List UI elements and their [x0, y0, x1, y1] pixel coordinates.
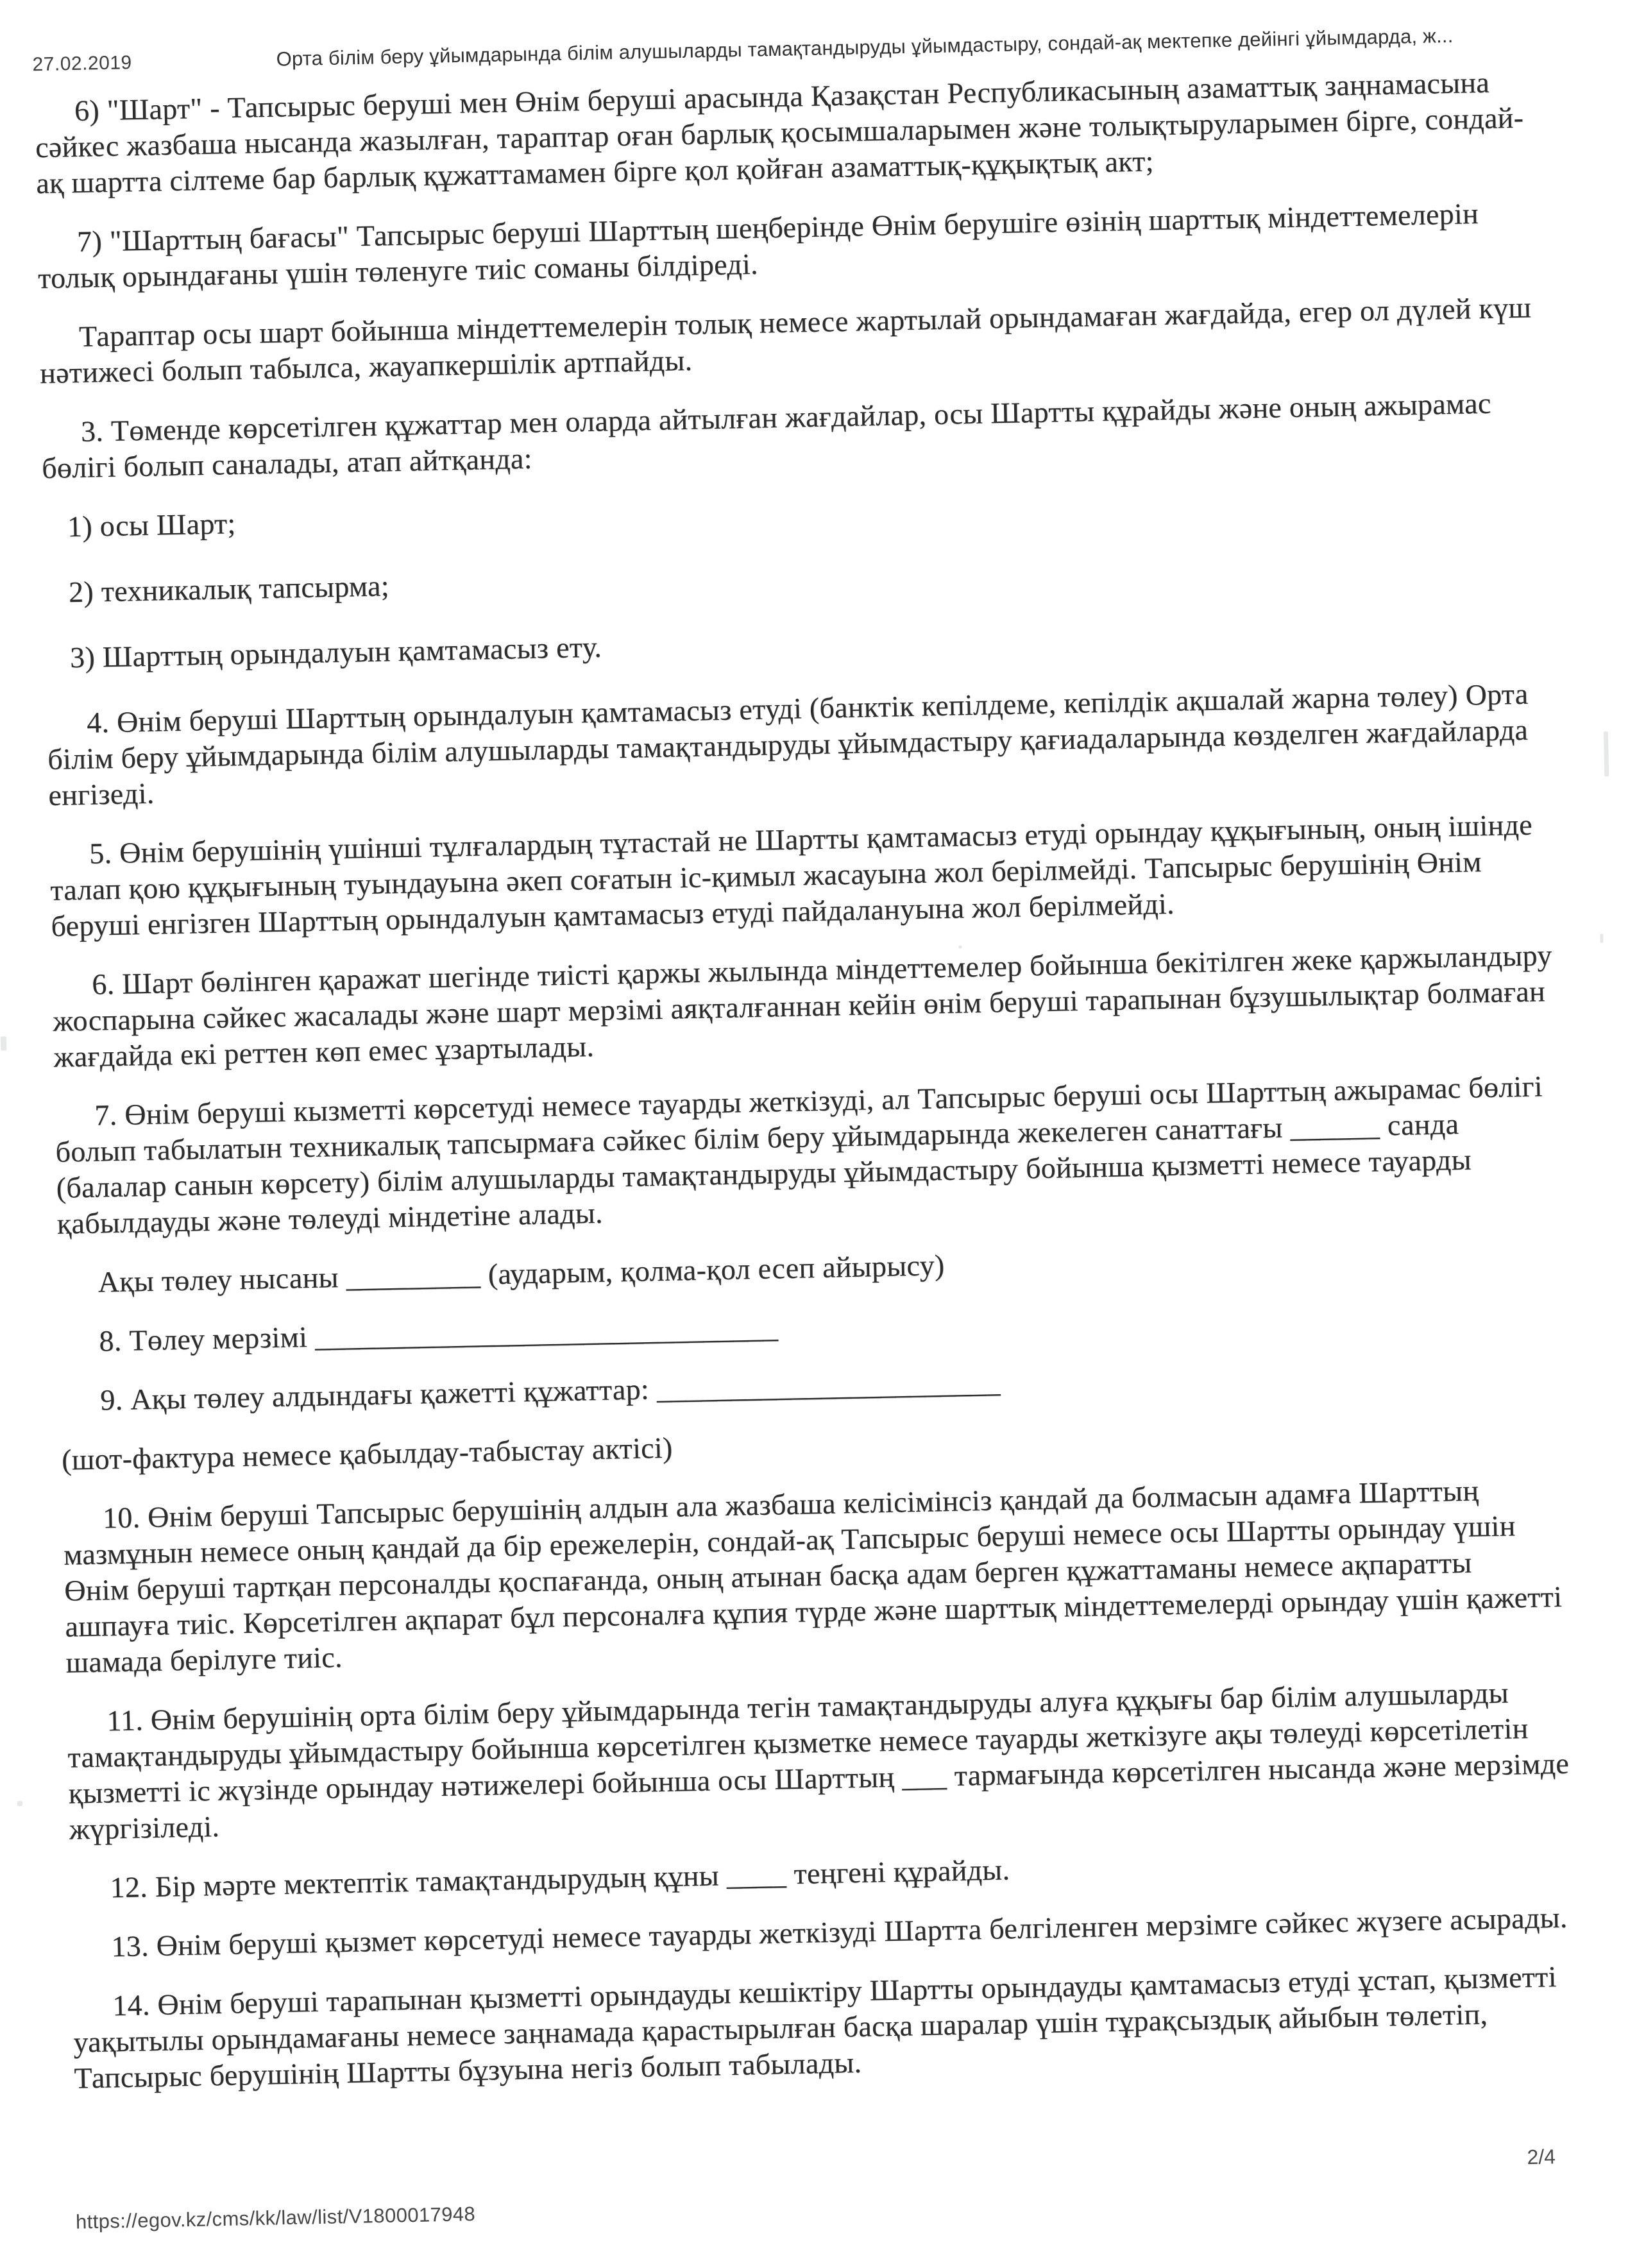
- page-number: 2/4: [1527, 2145, 1556, 2169]
- clause-11: 11. Өнім берушінің орта білім беру ұйымдарында тегін тамақтандыруды алуға құқығы бар білім алушыларды тамақтандыруды ұйымдастыру бойынша көрсетілген қызметке немесе тауарды жеткізуге ақы төлеуді көрсетілетін қызметті іс жүзінде орындау нәтижелері бойынша осы Шарттың ___ тармағында көрсетілген нысанда және мерзімде жүргізіледі.: [67, 1676, 1570, 1846]
- document-body: [34, 64, 1575, 2119]
- scan-noise: [1, 1036, 6, 1050]
- invoice-note-line: (шот-фактура немесе қабылдау-табыстау актісі): [61, 1431, 674, 1476]
- document-title: Орта білім беру ұйымдарында білім алушыларды тамақтандыруды ұйымдастыру, сондай-ақ мектепке дейінгі ұйымдарда, ж...: [276, 24, 1454, 71]
- list-item-2: 2) техникалық тапсырма;: [68, 569, 390, 609]
- clause-3: 3. Төменде көрсетілген құжаттар мен оларда айтылған жағдайлар, осы Шартты құрайды және оның ажырамас бөлігі болып саналады, атап айтқанда:: [41, 386, 1492, 485]
- clause-definition-6: 6) "Шарт" - Тапсырыс беруші мен Өнім беруші арасында Қазақстан Республикасының азаматтық заңнамасына сәйкес жазбаша нысанда жазылған, тараптар оған барлық қосымшаларымен және толықтыруларымен бірге, сондай-ақ шартта сілтеме бар барлық құжаттамамен бірге қол қойған азаматтық-құқықтық акт;: [35, 65, 1524, 200]
- list-item-1: 1) осы Шарт;: [67, 507, 236, 543]
- payment-form-line: Ақы төлеу нысаны _________ (аударым, қолма-қол есеп айырысу): [98, 1249, 945, 1299]
- scan-noise: [17, 1801, 22, 1806]
- clause-force-majeure: Тараптар осы шарт бойынша міндеттемелерін толық немесе жартылай орындамаған жағдайда, егер ол дүлей күш нәтижесі болып табылса, жауапкершілік артпайды.: [39, 291, 1532, 390]
- clause-5: 5. Өнім берушінің үшінші тұлғалардың тұтастай не Шартты қамтамасыз етуді орындау құқығының, оның ішінде талап қою құқығының туындауына әкеп соғатын іс-қимыл жасауына жол берілмейді. Тапсырыс берушінің Өнім беруші енгізген Шарттың орындалуын қамтамасыз етуді пайдалануына жол берілмейді.: [49, 808, 1533, 942]
- clause-7: 7. Өнім беруші кызметті көрсетуді немесе тауарды жеткізуді, ал Тапсырыс беруші осы Шарттың ажырамас бөлігі болып табылатын техникалық тапсырмаға сәйкес білім беру ұйымдарында жекелеген санаттағы ______ санда (балалар санын көрсету) білім алушыларды тамақтандыруды ұйымдастыру бойынша қызметті немесе тауарды қабылдауды және төлеуді міндетіне алады.: [55, 1070, 1543, 1240]
- print-date: 27.02.2019: [32, 52, 133, 76]
- source-url: https://egov.kz/cms/kk/law/list/V1800017948: [75, 2203, 476, 2233]
- clause-14: 14. Өнім беруші тарапынан қызметті орындауды кешіктіру Шартты орындауды қамтамасыз етуді ұстап, қызметті уақытылы орындамағаны немесе заңнамада қарастырылған басқа шаралар үшін тұрақсыздық айыбын төлетіп, Тапсырыс берушінің Шартты бұзуына негіз болып табылады.: [72, 1960, 1557, 2095]
- scan-noise: [958, 945, 962, 948]
- clause-9: 9. Ақы төлеу алдындағы қажетті құжаттар: _______________________: [99, 1365, 1001, 1417]
- clause-4: 4. Өнім беруші Шарттың орындалуын қамтамасыз етуді (банктік кепілдеме, кепілдік ақшалай жарна төлеу) Орта білім беру ұйымдарында білім алушыларды тамақтандыруды ұйымдастыру қағиадаларында көзделген жағдайларда енгізеді.: [47, 677, 1529, 812]
- clause-definition-7: 7) "Шарттың бағасы" Тапсырыс беруші Шарттың шеңберінде Өнім берушіге өзінің шарттық міндеттемелерін толық орындағаны үшін төленуге тиіс соманы білдіреді.: [37, 197, 1479, 295]
- clause-12: 12. Бір мәрте мектептік тамақтандырудың құны ____ теңгені құрайды.: [110, 1853, 1010, 1904]
- scan-noise: [1604, 731, 1609, 776]
- scan-noise: [1600, 934, 1603, 942]
- clause-6: 6. Шарт бөлінген қаражат шегінде тиісті қаржы жылында міндеттемелер бойынша бекітілген жеке қаржыландыру жоспарына сәйкес жасалады және шарт мерзімі аяқталғаннан кейін өнім беруші тарапынан бұзушылықтар болмаған жағдайда екі реттен көп емес ұзартылады.: [52, 939, 1553, 1073]
- list-item-3: 3) Шарттың орындалуын қамтамасыз ету.: [69, 630, 602, 674]
- clause-13: 13. Өнім беруші қызмет көрсетуді немесе тауарды жеткізуді Шартта белгіленген мерзімге сәйкес жүзеге асырады.: [110, 1900, 1568, 1963]
- clause-8: 8. Төлеу мерзімі _______________________________: [98, 1311, 779, 1358]
- clause-10: 10. Өнім беруші Тапсырыс берушінің алдын ала жазбаша келісімінсіз қандай да болмасын адамға Шарттың мазмұнын немесе оның қандай да бір ережелерін, сондай-ақ Тапсырыс беруші немесе осы Шартты орындау үшін Өнім беруші тартқан персоналды қоспағанда, оның атынан басқа адам берген құжаттаманы немесе ақпаратты ашпауға тиіс. Көрсетілген ақпарат бұл персоналға құпия түрде және шарттық міндеттемелерді орындау үшін қажетті шамада берілуге тиіс.: [63, 1474, 1563, 1679]
